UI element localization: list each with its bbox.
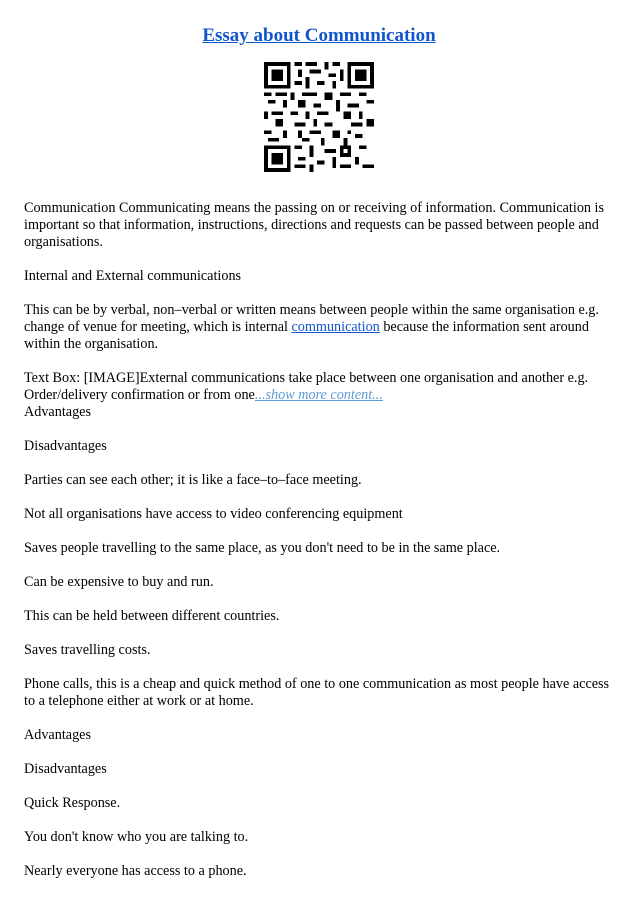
paragraph-text: This can be by verbal, non–verbal or written means between people within the same organisation e.g. change of venue for meeting, which is internal [24,302,599,335]
paragraph: Advantages [24,727,91,743]
paragraph: You don't know who you are talking to. [24,829,249,845]
paragraph: Parties can see each other; it is like a face–to–face meeting. [24,472,362,488]
page-title[interactable]: Essay about Communication [202,25,436,46]
communication-link[interactable]: communication [291,319,380,335]
paragraph: This can be held between different countries. [24,608,280,624]
paragraph: Disadvantages [24,438,107,454]
paragraph-text: Text Box: [IMAGE]External communications take place between one organisation and another e.g. Order/delivery confirmation or from one [24,370,589,403]
paragraph: Saves travelling costs. [24,642,151,658]
paragraph: Phone calls, this is a cheap and quick method of one to one communication as most people have access to a telephone either at work or at home. [24,676,610,709]
show-more-link[interactable]: ...show more content... [254,387,383,403]
paragraph: Communication Communicating means the passing on or receiving of information. Communication is important so that information, instructions, directions and requests can be passed between people and organisations. [24,200,605,250]
paragraph: Internal and External communications [24,268,242,284]
paragraph: Nearly everyone has access to a phone. [24,863,247,879]
essay-body [24,200,616,897]
paragraph [24,302,616,353]
paragraph: Saves people travelling to the same place, as you don't need to be in the same place. [24,540,501,556]
qr-code-icon [264,62,374,172]
paragraph: Advantages [24,404,91,420]
paragraph-text: because the information sent around within the organisation. [24,319,589,352]
paragraph: Quick Response. [24,795,121,811]
paragraph: Can be expensive to buy and run. [24,574,214,590]
paragraph: Disadvantages [24,761,107,777]
paragraph: Not all organisations have access to video conferencing equipment [24,506,403,522]
paragraph [24,370,616,404]
